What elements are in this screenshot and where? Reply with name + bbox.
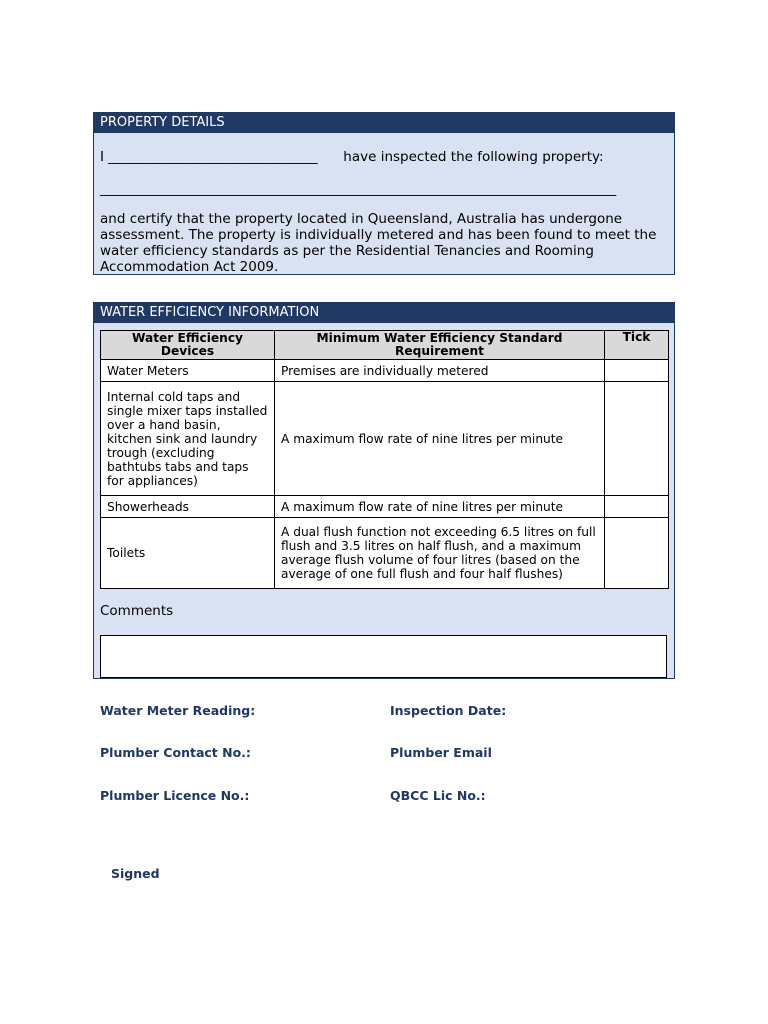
device-cell: Water Meters bbox=[101, 360, 275, 382]
property-address-blank[interactable]: ________________________________________________________________________________ bbox=[100, 181, 617, 197]
column-header-tick: Tick bbox=[605, 331, 669, 360]
tick-cell[interactable] bbox=[605, 360, 669, 382]
table-row bbox=[101, 382, 669, 496]
table-row bbox=[101, 518, 669, 589]
signed-label: Signed bbox=[111, 866, 160, 881]
comments-field[interactable] bbox=[100, 635, 667, 678]
inspected-text: have inspected the following property: bbox=[343, 149, 604, 165]
tick-cell[interactable] bbox=[605, 496, 669, 518]
device-cell: Showerheads bbox=[101, 496, 275, 518]
plumber-email-label: Plumber Email bbox=[390, 745, 492, 760]
inspector-name-blank[interactable]: I _______________________________ bbox=[100, 149, 318, 165]
inspection-date-label: Inspection Date: bbox=[390, 703, 507, 718]
table-header-row bbox=[101, 331, 669, 360]
water-efficiency-section bbox=[93, 302, 675, 679]
tick-cell[interactable] bbox=[605, 382, 669, 496]
column-header-devices: Water Efficiency Devices bbox=[101, 331, 275, 360]
requirement-cell: A dual flush function not exceeding 6.5 litres on full flush and 3.5 litres on half flush, and a maximum average flush volume of four litres (based on the average of one full flush and four half flushes) bbox=[275, 518, 605, 589]
requirement-cell: A maximum flow rate of nine litres per minute bbox=[275, 382, 605, 496]
tick-cell[interactable] bbox=[605, 518, 669, 589]
water-efficiency-table bbox=[100, 330, 669, 589]
table-row bbox=[101, 360, 669, 382]
inspector-line bbox=[100, 149, 604, 165]
water-meter-reading-label: Water Meter Reading: bbox=[100, 703, 256, 718]
property-details-section bbox=[93, 112, 675, 275]
certification-text: and certify that the property located in Queensland, Australia has undergone assessment. The property is individually metered and has been found to meet the water efficiency standards as per the Residential Tenancies and Rooming Accommodation Act 2009. bbox=[100, 211, 657, 275]
column-header-requirement: Minimum Water Efficiency Standard Requirement bbox=[275, 331, 605, 360]
qbcc-lic-label: QBCC Lic No.: bbox=[390, 788, 486, 803]
water-efficiency-header: WATER EFFICIENCY INFORMATION bbox=[94, 303, 674, 323]
device-cell: Internal cold taps and single mixer taps installed over a hand basin, kitchen sink and laundry trough (excluding bathtubs tabs and taps for appliances) bbox=[101, 382, 275, 496]
table-row bbox=[101, 496, 669, 518]
property-details-header: PROPERTY DETAILS bbox=[94, 113, 674, 133]
requirement-cell: Premises are individually metered bbox=[275, 360, 605, 382]
plumber-contact-label: Plumber Contact No.: bbox=[100, 745, 251, 760]
comments-label: Comments bbox=[100, 603, 174, 619]
plumber-licence-label: Plumber Licence No.: bbox=[100, 788, 250, 803]
device-cell: Toilets bbox=[101, 518, 275, 589]
requirement-cell: A maximum flow rate of nine litres per minute bbox=[275, 496, 605, 518]
